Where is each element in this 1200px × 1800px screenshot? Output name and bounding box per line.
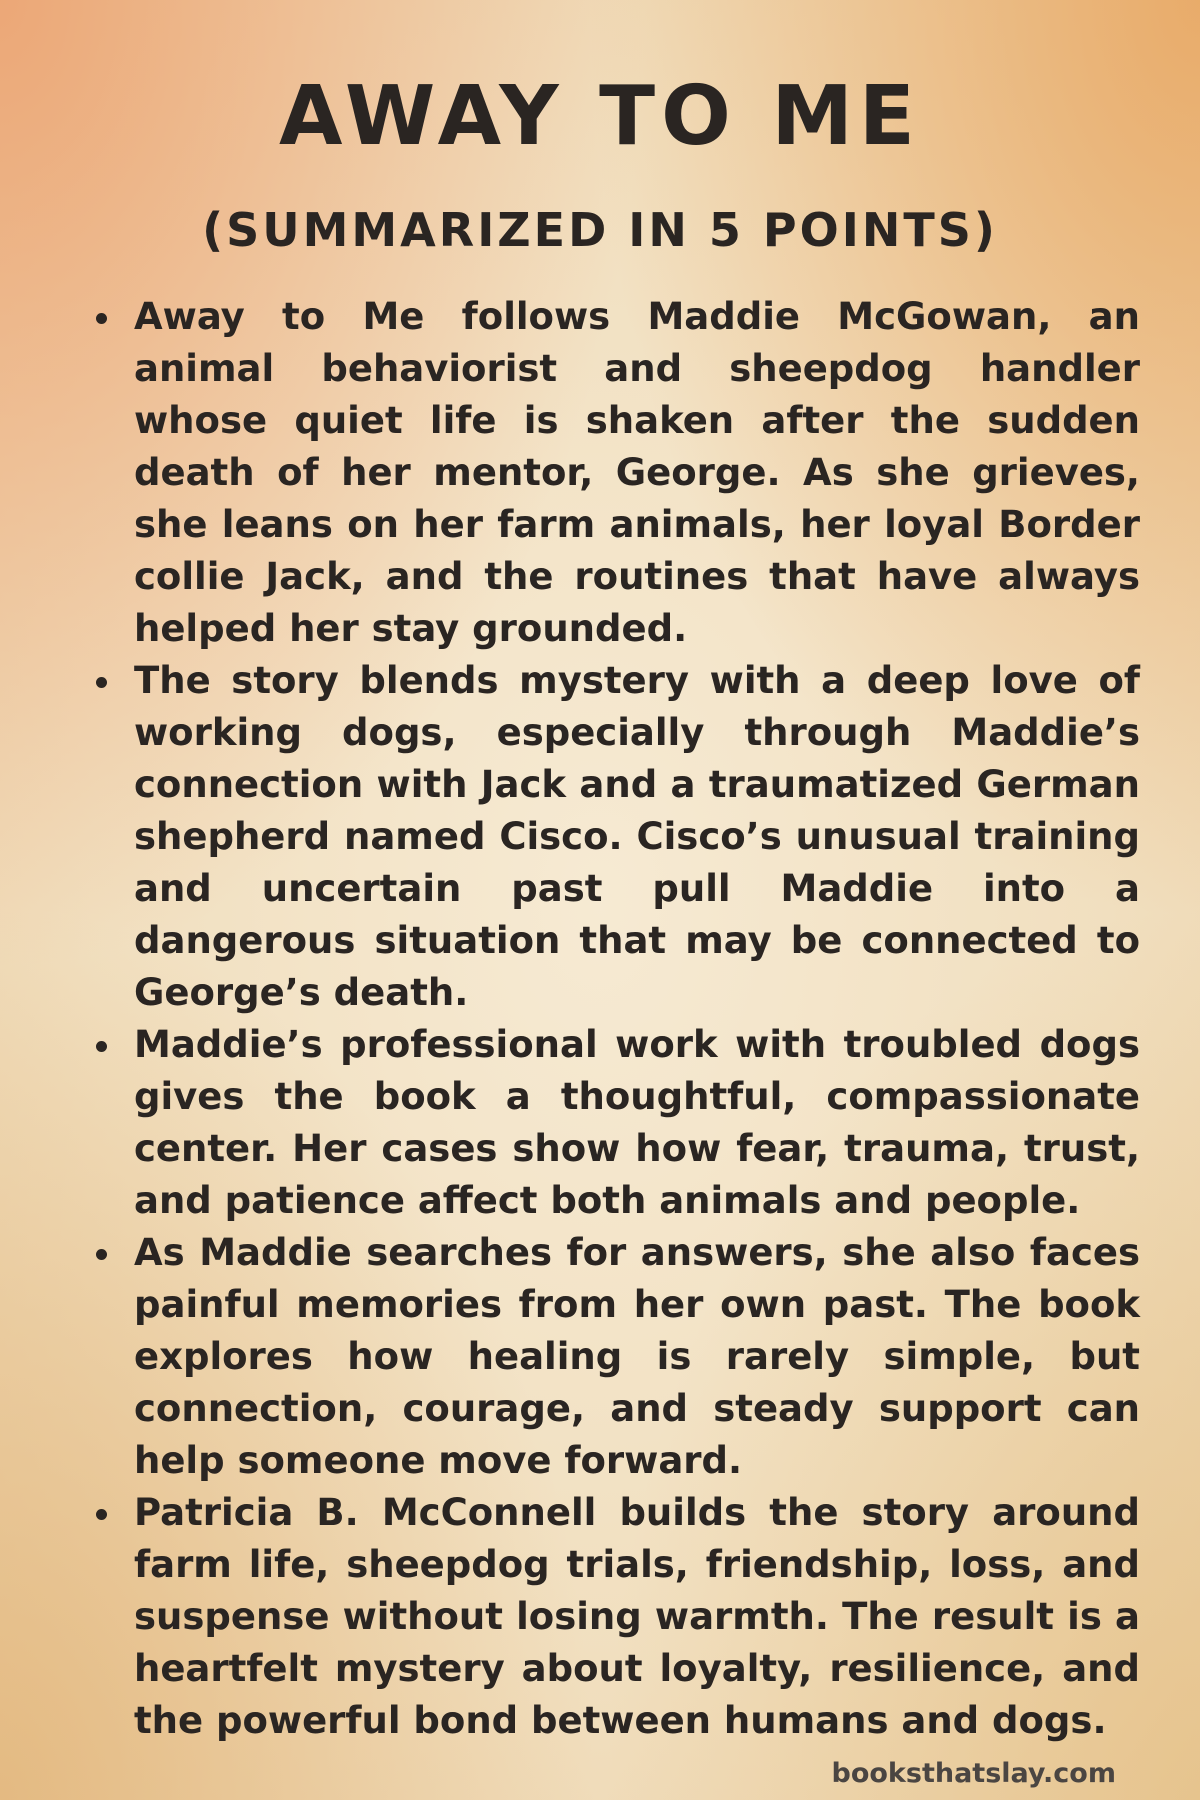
bullet-icon bbox=[96, 313, 107, 324]
site-credit: booksthatslay.com bbox=[831, 1758, 1116, 1789]
summary-points-list bbox=[92, 291, 1140, 1747]
summary-point-text: Patricia B. McConnell builds the story around farm life, sheepdog trials, friendship, loss, and suspense without losing warmth. The result is a heartfelt mystery about loyalty, resilience, and the powerful bond between humans and dogs. bbox=[134, 1491, 1140, 1742]
summary-point-text: The story blends mystery with a deep love of working dogs, especially through Maddie’s connection with Jack and a traumatized German shepherd named Cisco. Cisco’s unusual training and uncertain past pull Maddie into a dangerous situation that may be connected to George’s death. bbox=[134, 659, 1140, 1014]
summary-point-text: As Maddie searches for answers, she also faces painful memories from her own past. The book explores how healing is rarely simple, but connection, courage, and steady support can help someone move forward. bbox=[134, 1231, 1140, 1482]
bullet-icon bbox=[96, 1041, 107, 1052]
bullet-icon bbox=[96, 1249, 107, 1260]
page-subtitle: (SUMMARIZED IN 5 POINTS) bbox=[202, 203, 998, 257]
summary-point-2 bbox=[134, 655, 1140, 1019]
summary-point-5 bbox=[134, 1487, 1140, 1747]
bullet-icon bbox=[96, 1509, 107, 1520]
summary-point-4 bbox=[134, 1227, 1140, 1487]
summary-point-text: Away to Me follows Maddie McGowan, an animal behaviorist and sheepdog handler whose quiet life is shaken after the sudden death of her mentor, George. As she grieves, she leans on her farm animals, her loyal Border collie Jack, and the routines that have always helped her stay grounded. bbox=[134, 295, 1140, 650]
summary-point-3 bbox=[134, 1019, 1140, 1227]
page-title: AWAY TO ME bbox=[279, 69, 921, 164]
summary-point-1 bbox=[134, 291, 1140, 655]
bullet-icon bbox=[96, 677, 107, 688]
summary-point-text: Maddie’s professional work with troubled dogs gives the book a thoughtful, compassionate center. Her cases show how fear, trauma, trust, and patience affect both animals and people. bbox=[134, 1023, 1140, 1222]
